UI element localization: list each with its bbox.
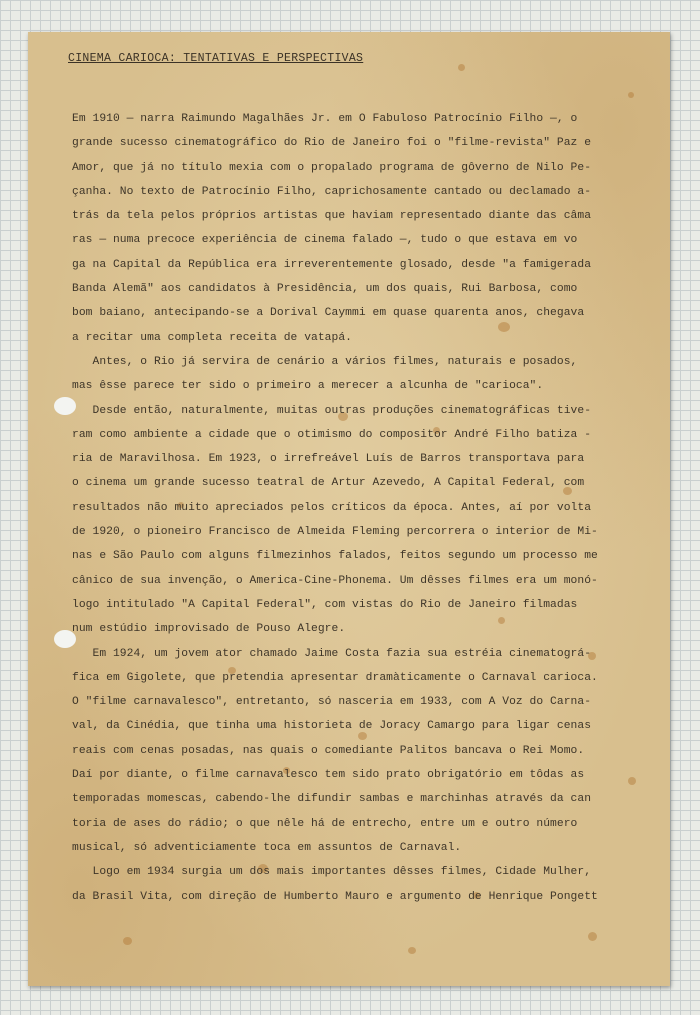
stain (458, 64, 465, 71)
text-line: Em 1924, um jovem ator chamado Jaime Costa fazia sua estréia cinematográ- (72, 647, 592, 660)
text-line: ras — numa precoce experiência de cinema falado —, tudo o que estava em vo (72, 234, 578, 247)
text-line: da Brasil Vita, com direção de Humberto Mauro e argumento de Henrique Pongett (72, 890, 598, 903)
text-line: Logo em 1934 surgia um dos mais importantes dêsses filmes, Cidade Mulher, (72, 866, 592, 879)
text-line: Amor, que já no título mexia com o propalado programa de gôverno de Nilo Pe- (72, 161, 592, 174)
text-line: nas e São Paulo com alguns filmezinhos falados, feitos segundo um processo me (72, 550, 598, 563)
text-line: çanha. No texto de Patrocínio Filho, caprichosamente cantado ou declamado a- (72, 185, 592, 198)
text-line: musical, só adventiciamente toca em assuntos de Carnaval. (72, 841, 462, 854)
stain (408, 947, 416, 954)
text-line: ram como ambiente a cidade que o otimismo do compositor André Filho batiza - (72, 428, 592, 441)
stain (123, 937, 132, 945)
text-line: num estúdio improvisado de Pouso Alegre. (72, 623, 346, 636)
stain (588, 932, 597, 941)
text-line: val, da Cinédia, que tinha uma historieta de Joracy Camargo para ligar cenas (72, 720, 592, 733)
text-line: temporadas momescas, cabendo-lhe difundir sambas e marchinhas através da can (72, 793, 592, 806)
text-line: mas êsse parece ter sido o primeiro a merecer a alcunha de "carioca". (72, 380, 544, 393)
text-line: ga na Capital da República era irreverentemente glosado, desde "a famigerada (72, 258, 592, 271)
text-line: Desde então, naturalmente, muitas outras produções cinematográficas tive- (72, 404, 592, 417)
document-title: CINEMA CARIOCA: TENTATIVAS E PERSPECTIVAS (68, 52, 364, 65)
text-line: bom baiano, antecipando-se a Dorival Caymmi em quase quarenta anos, chegava (72, 307, 585, 320)
text-line: Daí por diante, o filme carnavalesco tem sido prato obrigatório em tôdas as (72, 769, 585, 782)
text-line: ria de Maravilhosa. Em 1923, o irrefreável Luís de Barros transportava para (72, 453, 585, 466)
text-line: reais com cenas posadas, nas quais o comediante Palitos bancava o Rei Momo. (72, 744, 585, 757)
text-line: logo intitulado "A Capital Federal", com vistas do Rio de Janeiro filmadas (72, 598, 578, 611)
document-body (72, 107, 662, 909)
text-line: O "filme carnavalesco", entretanto, só nasceria em 1933, com A Voz do Carna- (72, 696, 592, 709)
text-line: de 1920, o pioneiro Francisco de Almeida Fleming percorrera o interior de Mi- (72, 526, 598, 539)
stain (628, 92, 634, 98)
text-line: fica em Gigolete, que pretendia apresentar dramàticamente o Carnaval carioca. (72, 671, 598, 684)
text-line: Em 1910 — narra Raimundo Magalhães Jr. em O Fabuloso Patrocínio Filho —, o (72, 113, 578, 125)
text-line: o cinema um grande sucesso teatral de Artur Azevedo, A Capital Federal, com (72, 477, 585, 490)
text-line: a recitar uma completa receita de vatapá. (72, 331, 352, 344)
text-line: resultados não muito apreciados pelos críticos da época. Antes, aí por volta (72, 501, 592, 514)
text-line: cânico de sua invenção, o America-Cine-Phonema. Um dêsses filmes era um monó- (72, 574, 598, 587)
text-line: Antes, o Rio já servira de cenário a vários filmes, naturais e posados, (72, 355, 578, 368)
text-line: toria de ases do rádio; o que nêle há de entrecho, entre um e outro número (72, 817, 578, 830)
text-line: Banda Alemã" aos candidatos à Presidência, um dos quais, Rui Barbosa, como (72, 283, 578, 296)
text-line: trás da tela pelos próprios artistas que haviam representado diante das câma (72, 210, 592, 223)
text-line: grande sucesso cinematográfico do Rio de Janeiro foi o "filme-revista" Paz e (72, 137, 592, 150)
